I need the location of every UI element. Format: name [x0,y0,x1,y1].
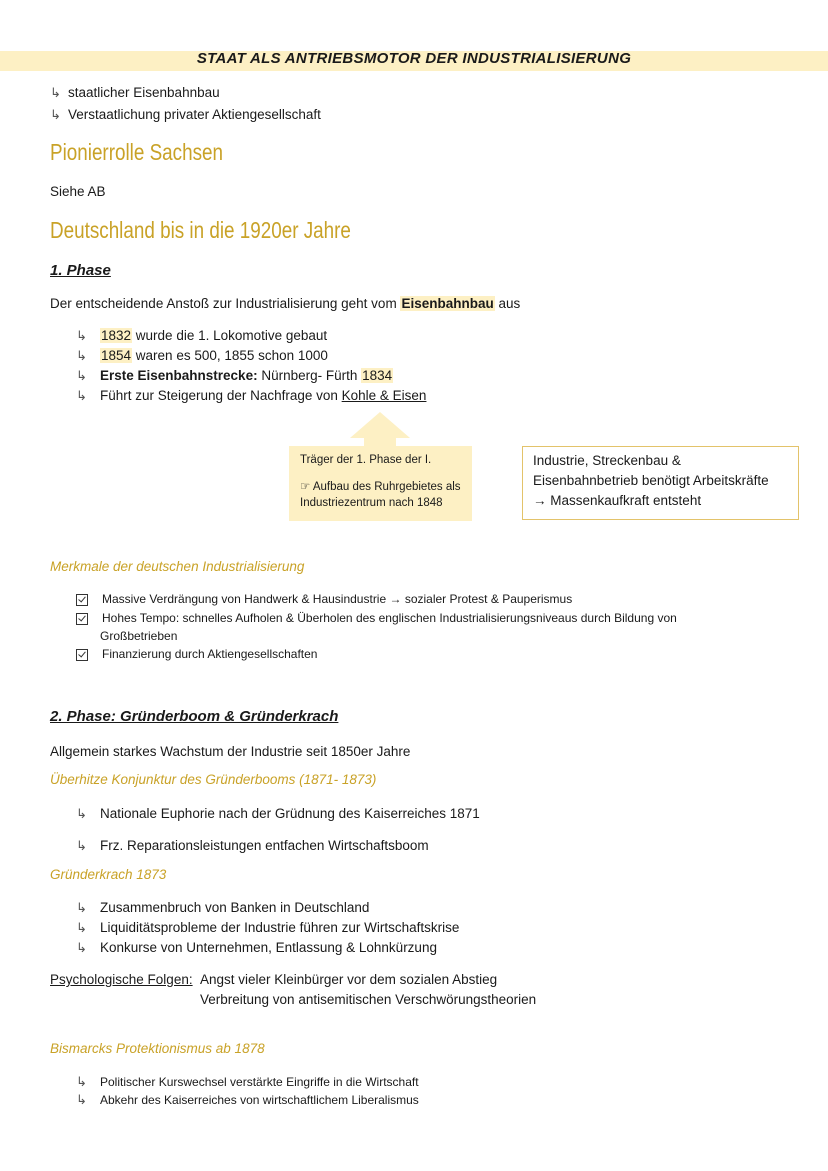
heading-pionierrolle: Pionierrolle Sachsen [50,139,223,165]
turn-arrow-icon: ↳ [76,940,87,955]
turn-arrow-icon: ↳ [76,328,87,343]
list-item: ↳ Konkurse von Unternehmen, Entlassung & Lohnkürzung [76,938,437,958]
traeger-line2: ☞ Aufbau des Ruhrgebietes als [300,481,461,493]
phase2-lead: Allgemein starkes Wachstum der Industrie seit 1850er Jahre [50,744,411,759]
turn-arrow-icon: ↳ [76,1074,87,1089]
list-item: ↳ 1832 wurde die 1. Lokomotive gebaut [76,326,327,346]
turn-arrow-icon: ↳ [76,368,87,383]
psych-item: Angst vieler Kleinbürger vor dem sozialen Abstieg [200,972,498,987]
merkmale-heading: Merkmale der deutschen Industrialisierung [50,559,305,574]
checkbox-icon [76,594,88,606]
phase1-heading: 1. Phase [50,262,111,279]
checklist-item: Massive Verdrängung von Handwerk & Hausindustrie → sozialer Protest & Pauperismus [76,590,572,608]
heading-deutschland: Deutschland bis in die 1920er Jahre [50,217,351,243]
list-item: ↳ Nationale Euphorie nach der Grüdnung des Kaiserreiches 1871 [76,804,480,824]
pionier-text: Siehe AB [50,184,106,199]
list-item: ↳ Politischer Kurswechsel verstärkte Eingriffe in die Wirtschaft [76,1074,419,1089]
box-line2: Eisenbahnbetrieb benötigt Arbeitskräfte [533,473,769,488]
bismarck-heading: Bismarcks Protektionismus ab 1878 [50,1041,265,1056]
boom-heading: Überhitze Konjunktur des Gründerbooms (1871- 1873) [50,772,377,787]
turn-arrow-icon: ↳ [76,900,87,915]
intro-item: ↳ Verstaatlichung privater Aktiengesellschaft [50,105,321,125]
checkbox-icon [76,613,88,625]
up-arrow-icon [350,412,410,438]
turn-arrow-icon: ↳ [50,107,61,122]
checkbox-icon [76,649,88,661]
psych-item: Verbreitung von antisemitischen Verschwörungstheorien [200,992,537,1007]
list-item: ↳ Führt zur Steigerung der Nachfrage von Kohle & Eisen [76,386,426,406]
list-item: ↳ Abkehr des Kaiserreiches von wirtschaftlichem Liberalismus [76,1092,419,1107]
list-item: ↳ Liquiditätsprobleme der Industrie führen zur Wirtschaftskrise [76,918,459,938]
checklist-item: Finanzierung durch Aktiengesellschaften [76,645,317,663]
turn-arrow-icon: ↳ [76,838,87,853]
krach-heading: Gründerkrach 1873 [50,867,167,882]
turn-arrow-icon: ↳ [76,920,87,935]
page-title: STAAT ALS ANTRIEBSMOTOR DER INDUSTRIALISIERUNG [196,50,632,67]
checklist-item: Hohes Tempo: schnelles Aufholen & Überholen des englischen Industrialisierungsniveaus durch Bildung von [76,609,677,627]
phase2-heading: 2. Phase: Gründerboom & Gründerkrach [50,708,339,725]
intro-item: ↳ staatlicher Eisenbahnbau [50,83,220,103]
turn-arrow-icon: ↳ [50,85,61,100]
box-line1: Industrie, Streckenbau & [533,453,681,468]
turn-arrow-icon: ↳ [76,1092,87,1107]
psych-label: Psychologische Folgen: [50,972,193,987]
turn-arrow-icon: ↳ [76,388,87,403]
list-item: ↳ Zusammenbruch von Banken in Deutschland [76,898,369,918]
list-item: ↳ Erste Eisenbahnstrecke: Nürnberg- Fürth 1834 [76,366,393,386]
turn-arrow-icon: ↳ [76,806,87,821]
list-item: ↳ 1854 waren es 500, 1855 schon 1000 [76,346,328,366]
list-item: ↳ Frz. Reparationsleistungen entfachen Wirtschaftsboom [76,836,429,856]
phase1-lead: Der entscheidende Anstoß zur Industrialisierung geht vom Eisenbahnbau aus [50,296,521,311]
turn-arrow-icon: ↳ [76,348,87,363]
traeger-line1: Träger der 1. Phase der I. [300,454,432,466]
checklist-item-continued: Großbetrieben [100,629,178,643]
traeger-line3: Industriezentrum nach 1848 [300,497,443,509]
box-line3: → Massenkaufkraft entsteht [533,493,702,508]
